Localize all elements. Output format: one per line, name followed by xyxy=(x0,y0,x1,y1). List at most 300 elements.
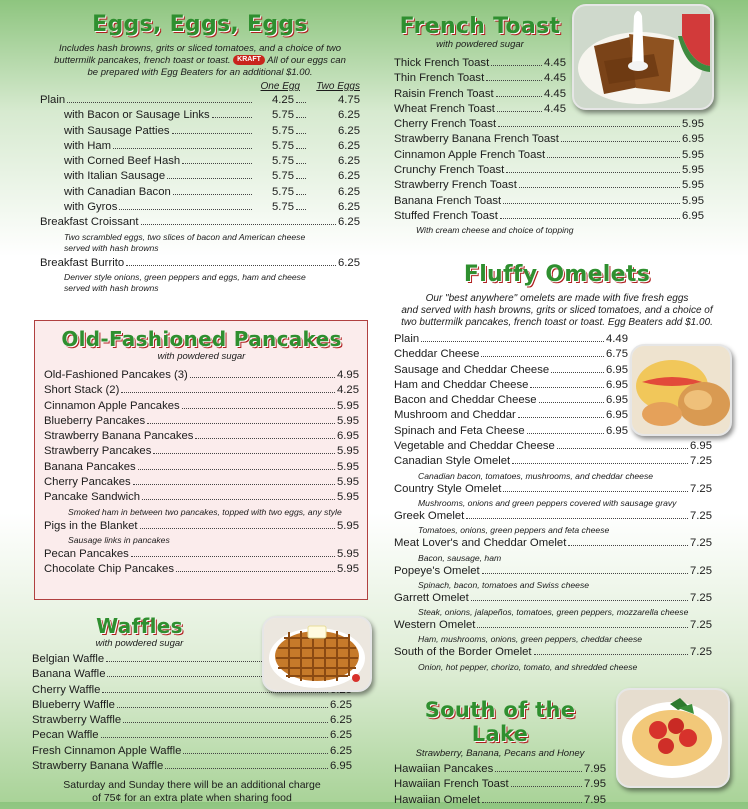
leader-dots xyxy=(506,172,680,173)
one-egg-price: 5.75 xyxy=(272,139,294,152)
item-name: Western Omelet xyxy=(394,619,476,632)
menu-item-row xyxy=(394,103,566,118)
item-price: 6.25 xyxy=(330,698,352,711)
eggs-intro xyxy=(40,43,360,79)
item-name: Mushroom and Cheddar xyxy=(394,409,516,422)
item-name: Chocolate Chip Pancakes xyxy=(44,563,174,576)
menu-item-row xyxy=(44,400,359,415)
menu-item-row xyxy=(394,455,712,470)
menu-item-row xyxy=(44,461,359,476)
item-price: 6.95 xyxy=(682,209,704,222)
one-egg-price: 5.75 xyxy=(272,124,294,137)
item-price: 6.95 xyxy=(606,424,628,437)
leader-dots xyxy=(147,423,335,424)
menu-item-row xyxy=(394,118,704,133)
item-name: Strawberry Banana Pancakes xyxy=(44,430,194,443)
leader-dots xyxy=(477,627,688,628)
menu-item-row xyxy=(394,537,712,552)
item-price: 5.95 xyxy=(682,179,704,192)
item-price: 5.95 xyxy=(682,148,704,161)
leader-dots xyxy=(497,111,542,112)
menu-item-row xyxy=(394,348,628,363)
item-price: 6.25 xyxy=(330,714,352,727)
eggs-list xyxy=(40,94,360,216)
menu-item-row xyxy=(394,164,704,179)
one-egg-price: 4.25 xyxy=(272,94,294,106)
menu-item-row xyxy=(394,619,712,634)
menu-item-row xyxy=(394,179,704,194)
item-price: 5.95 xyxy=(337,445,359,458)
item-name: Short Stack (2) xyxy=(44,384,120,397)
leader-dots xyxy=(172,133,252,134)
leader-dots xyxy=(557,448,688,449)
two-egg-price: 4.75 xyxy=(338,94,360,106)
omelet-photo xyxy=(630,344,732,436)
item-name: Garrett Omelet xyxy=(394,591,469,604)
leader-dots xyxy=(113,148,252,149)
menu-item-row xyxy=(394,425,628,440)
item-name: Hawaiian French Toast xyxy=(394,778,509,791)
leader-dots xyxy=(491,65,542,66)
leader-dots xyxy=(512,463,688,464)
leader-dots xyxy=(296,117,306,118)
omelet-item xyxy=(394,537,712,563)
item-name: Ham and Cheddar Cheese xyxy=(394,378,529,391)
leader-dots xyxy=(190,377,335,378)
leader-dots xyxy=(167,178,252,179)
item-price: 4.95 xyxy=(337,369,359,381)
egg-item-row xyxy=(40,140,360,155)
menu-item-row xyxy=(44,430,359,445)
item-price: 7.95 xyxy=(584,793,606,806)
leader-dots xyxy=(212,117,252,118)
omelet-desc: Bacon, sausage, ham xyxy=(418,552,502,563)
leader-dots xyxy=(182,163,252,164)
burrito-desc xyxy=(40,272,360,294)
menu-item-row xyxy=(394,364,628,379)
item-name: with Ham xyxy=(64,139,112,152)
leader-dots xyxy=(527,433,604,434)
two-egg-price: 6.25 xyxy=(338,139,360,152)
item-price: 5.95 xyxy=(337,547,359,560)
item-name: Plain xyxy=(394,333,420,345)
item-name: Plain xyxy=(40,94,66,106)
item-name: Belgian Waffle xyxy=(32,653,105,665)
kraft-logo: KRAFT xyxy=(233,55,265,65)
item-name: Fresh Cinnamon Apple Waffle xyxy=(32,744,182,757)
leader-dots xyxy=(173,194,252,195)
item-name: Meat Lover's and Cheddar Omelet xyxy=(394,537,567,550)
one-egg-price: 5.75 xyxy=(272,185,294,198)
item-price: 4.45 xyxy=(544,57,566,69)
item-price: 7.25 xyxy=(690,564,712,577)
omelet-item xyxy=(394,565,712,591)
sandwich-desc: Smoked ham in between two pancakes, topped with two eggs, any style xyxy=(68,506,342,517)
eggs-title: Eggs, Eggs, Eggs xyxy=(92,12,308,37)
omelet-desc: Tomatoes, onions, green peppers and feta cheese xyxy=(418,525,610,536)
one-egg-price: 5.75 xyxy=(272,109,294,122)
egg-item-row xyxy=(40,109,360,124)
item-name: with Corned Beef Hash xyxy=(64,155,181,168)
omelets-intro xyxy=(394,293,720,329)
item-price: 7.25 xyxy=(690,509,712,522)
croissant-desc-line1: Two scrambled eggs, two slices of bacon and American cheese xyxy=(64,231,306,242)
south-lake-photo xyxy=(616,688,730,788)
pancakes-box xyxy=(34,320,368,600)
item-price: 5.95 xyxy=(337,563,359,576)
menu-item-row xyxy=(394,133,704,148)
item-price: 7.25 xyxy=(690,455,712,468)
item-price: 5.95 xyxy=(337,414,359,427)
menu-item-row xyxy=(394,72,566,87)
egg-item-row xyxy=(40,125,360,140)
menu-item-row xyxy=(394,57,566,72)
omelet-desc: Steak, onions, jalapeños, tomatoes, green peppers, mozzarella cheese xyxy=(418,607,689,618)
leader-dots xyxy=(296,178,306,179)
burrito-desc-line1: Denver style onions, green peppers and eggs, ham and cheese xyxy=(64,271,306,282)
item-name: Strawberry French Toast xyxy=(394,179,517,192)
omelets-intro-line2: and served with hash browns, grits or sliced tomatoes, and a choice of xyxy=(401,305,713,316)
leader-dots xyxy=(481,356,604,357)
item-price: 5.95 xyxy=(337,519,359,532)
leader-dots xyxy=(500,218,680,219)
south-lake-image xyxy=(618,690,728,786)
french-toast-title: French Toast xyxy=(399,14,561,39)
item-name: with Canadian Bacon xyxy=(64,185,171,198)
menu-item-row xyxy=(394,510,712,525)
two-egg-price: 6.25 xyxy=(338,170,360,183)
omelet-desc: Ham, mushrooms, onions, green peppers, cheddar cheese xyxy=(418,634,643,645)
item-price: 7.95 xyxy=(584,763,606,775)
leader-dots xyxy=(496,96,542,97)
menu-item-row xyxy=(394,333,628,348)
item-price: 4.49 xyxy=(606,333,628,345)
item-name: Strawberry Banana Waffle xyxy=(32,760,164,773)
omelets-title: Fluffy Omelets xyxy=(463,262,651,287)
menu-item-row xyxy=(44,491,359,506)
leader-dots xyxy=(568,545,688,546)
leader-dots xyxy=(153,453,335,454)
croissant-item xyxy=(40,216,360,253)
eggs-column-headers xyxy=(40,81,360,94)
item-price: 5.95 xyxy=(337,399,359,412)
item-price: 7.25 xyxy=(690,482,712,495)
two-egg-price: 6.25 xyxy=(338,201,360,214)
south-lake-subtitle: Strawberry, Banana, Pecans and Honey xyxy=(415,748,585,759)
two-egg-price: 6.25 xyxy=(338,109,360,122)
leader-dots xyxy=(530,387,604,388)
leader-dots xyxy=(101,737,328,738)
eggs-intro-line3: be prepared with Egg Beaters for an additional $1.00. xyxy=(87,67,313,78)
waffles-footer-line1: Saturday and Sunday there will be an additional charge xyxy=(63,779,321,792)
item-name: Thin French Toast xyxy=(394,72,485,85)
menu-item-row xyxy=(44,369,359,384)
menu-item-row xyxy=(32,699,352,714)
item-name: Cherry Waffle xyxy=(32,683,101,696)
two-egg-price: 6.25 xyxy=(338,124,360,137)
item-price: 7.25 xyxy=(690,591,712,604)
menu-item-row xyxy=(44,548,359,563)
omelets-short-list xyxy=(394,333,628,440)
item-name: Spinach and Feta Cheese xyxy=(394,424,525,437)
omelet-item xyxy=(394,440,712,455)
item-name: Strawberry Pancakes xyxy=(44,445,152,458)
leader-dots xyxy=(503,491,688,492)
two-egg-price: 6.25 xyxy=(338,185,360,198)
item-price: 5.95 xyxy=(337,491,359,504)
menu-item-row xyxy=(44,563,359,578)
menu-item-row xyxy=(394,394,628,409)
item-price: 6.95 xyxy=(337,430,359,443)
eggs-intro-line1: Includes hash browns, grits or sliced tomatoes, and a choice of two xyxy=(59,43,341,54)
omelet-desc: Onion, hot pepper, chorizo, tomato, and shredded cheese xyxy=(418,661,638,672)
menu-item-row xyxy=(394,646,712,661)
item-price: 6.75 xyxy=(606,348,628,361)
one-egg-price: 5.75 xyxy=(272,201,294,214)
leader-dots xyxy=(498,126,680,127)
menu-item-row xyxy=(394,195,704,210)
leader-dots xyxy=(296,102,306,103)
item-price: 7.25 xyxy=(690,537,712,550)
leader-dots xyxy=(495,771,582,772)
item-name: Pecan Pancakes xyxy=(44,547,129,560)
item-price: 6.95 xyxy=(606,363,628,376)
omelets-long-list xyxy=(394,440,712,673)
item-price: 6.95 xyxy=(330,760,352,773)
item-price: 6.95 xyxy=(682,133,704,146)
item-name: Vegetable and Cheddar Cheese xyxy=(394,440,555,453)
item-name: Greek Omelet xyxy=(394,509,465,522)
item-name: Strawberry Banana French Toast xyxy=(394,133,559,146)
burrito-desc-line2: served with hash browns xyxy=(64,282,159,293)
leader-dots xyxy=(471,600,688,601)
item-price: 5.95 xyxy=(337,476,359,489)
leader-dots xyxy=(165,768,328,769)
leader-dots xyxy=(482,573,688,574)
leader-dots xyxy=(534,654,688,655)
omelet-item xyxy=(394,592,712,618)
item-name: Old-Fashioned Pancakes (3) xyxy=(44,369,188,381)
item-name: Sausage and Cheddar Cheese xyxy=(394,363,550,376)
leader-dots xyxy=(518,417,604,418)
item-price: 6.25 xyxy=(338,216,360,229)
leader-dots xyxy=(183,753,328,754)
item-price: 6.25 xyxy=(330,729,352,742)
item-name: Banana Pancakes xyxy=(44,460,136,473)
leader-dots xyxy=(176,571,335,572)
omelets-intro-line1: Our "best anywhere" omelets are made with five fresh eggs xyxy=(425,293,689,304)
leader-dots xyxy=(296,148,306,149)
item-name: with Bacon or Sausage Links xyxy=(64,109,210,122)
pancakes-title: Old-Fashioned Pancakes xyxy=(61,327,342,351)
menu-item-row xyxy=(394,379,628,394)
leader-dots xyxy=(133,484,335,485)
menu-item-row xyxy=(394,149,704,164)
item-name: Pigs in the Blanket xyxy=(44,519,138,532)
item-name: Bacon and Cheddar Cheese xyxy=(394,394,537,407)
omelet-desc: Spinach, bacon, tomatoes and Swiss cheese xyxy=(418,579,590,590)
eggs-intro-line2a: buttermilk pancakes, french toast or toast. xyxy=(54,55,231,66)
menu-item-row xyxy=(394,794,606,809)
menu-item-row xyxy=(32,729,352,744)
omelet-item xyxy=(394,510,712,536)
omelet-image xyxy=(632,346,730,434)
eggs-intro-line2b: All of our eggs can xyxy=(267,55,346,66)
item-price: 7.25 xyxy=(690,646,712,659)
leader-dots xyxy=(296,163,306,164)
leader-dots xyxy=(182,408,335,409)
item-price: 4.45 xyxy=(544,102,566,115)
leader-dots xyxy=(561,141,680,142)
item-price: 6.95 xyxy=(690,440,712,453)
burrito-item xyxy=(40,257,360,294)
menu-item-row xyxy=(44,415,359,430)
leader-dots xyxy=(296,209,306,210)
item-name: Pancake Sandwich xyxy=(44,491,141,504)
leader-dots xyxy=(119,209,252,210)
leader-dots xyxy=(486,80,542,81)
item-price: 4.25 xyxy=(337,384,359,397)
egg-item-row xyxy=(40,170,360,185)
item-price: 6.25 xyxy=(338,256,360,269)
item-name: Breakfast Burrito xyxy=(40,256,125,269)
item-name: Popeye's Omelet xyxy=(394,564,480,577)
waffle-photo xyxy=(262,616,372,692)
menu-item-row xyxy=(32,760,352,775)
menu-item-row xyxy=(394,483,712,498)
item-name: Blueberry Pancakes xyxy=(44,414,146,427)
waffles-subtitle: with powdered sugar xyxy=(95,638,184,649)
menu-item-row xyxy=(44,476,359,491)
leader-dots xyxy=(131,556,335,557)
item-name: Cinnamon Apple French Toast xyxy=(394,148,546,161)
item-name: Cinnamon Apple Pancakes xyxy=(44,399,180,412)
item-name: Banana Waffle xyxy=(32,668,106,681)
item-price: 4.45 xyxy=(544,72,566,85)
menu-item-row xyxy=(394,210,704,225)
croissant-desc-line2: served with hash browns xyxy=(64,242,159,253)
pancakes-list-tail xyxy=(44,548,359,579)
item-name: Banana French Toast xyxy=(394,194,502,207)
item-name: with Sausage Patties xyxy=(64,124,170,137)
pancakes-subtitle: with powdered sugar xyxy=(157,351,246,362)
waffles-footer xyxy=(32,779,352,805)
item-price: 7.95 xyxy=(584,778,606,791)
two-egg-price: 6.25 xyxy=(338,155,360,168)
item-price: 5.95 xyxy=(682,118,704,131)
stuffed-desc: With cream cheese and choice of topping xyxy=(416,225,574,236)
leader-dots xyxy=(121,392,335,393)
south-lake-title: South of the Lake xyxy=(424,698,576,746)
croissant-desc xyxy=(40,232,360,254)
leader-dots xyxy=(195,438,335,439)
menu-item-row xyxy=(394,440,712,455)
leader-dots xyxy=(503,203,680,204)
leader-dots xyxy=(421,341,604,342)
item-price: 6.95 xyxy=(606,409,628,422)
leader-dots xyxy=(67,102,252,103)
leader-dots xyxy=(547,157,680,158)
menu-item-row xyxy=(32,714,352,729)
item-price: 4.45 xyxy=(544,87,566,100)
omelet-desc: Mushrooms, onions and green peppers covered with sausage gravy xyxy=(418,497,677,508)
omelet-item xyxy=(394,619,712,645)
omelets-intro-line3: two buttermilk pancakes, french toast or toast. Egg Beaters add $1.00. xyxy=(401,317,713,328)
waffles-footer-line2: of 75¢ for an extra plate when sharing food xyxy=(92,792,292,805)
item-name: Thick French Toast xyxy=(394,57,490,69)
leader-dots xyxy=(511,786,582,787)
omelet-desc: Canadian bacon, tomatoes, mushrooms, and cheddar cheese xyxy=(418,470,654,481)
menu-item-row xyxy=(394,565,712,580)
item-name: Hawaiian Pancakes xyxy=(394,763,494,775)
menu-item-row xyxy=(44,445,359,460)
french-toast-photo xyxy=(572,4,714,110)
item-name: Blueberry Waffle xyxy=(32,698,115,711)
leader-dots xyxy=(466,518,688,519)
leader-dots xyxy=(296,133,306,134)
leader-dots xyxy=(123,722,328,723)
menu-item-row xyxy=(394,592,712,607)
item-name: Canadian Style Omelet xyxy=(394,455,511,468)
item-price: 5.95 xyxy=(682,164,704,177)
leader-dots xyxy=(539,402,604,403)
item-name: Pecan Waffle xyxy=(32,729,99,742)
waffles-title: Waffles xyxy=(96,614,183,638)
menu-item-row xyxy=(44,384,359,399)
menu-item-row xyxy=(394,778,606,793)
item-name: Breakfast Croissant xyxy=(40,216,139,229)
french-toast-image xyxy=(574,6,712,108)
egg-item-row xyxy=(40,155,360,170)
item-price: 6.95 xyxy=(606,378,628,391)
item-name: Wheat French Toast xyxy=(394,102,495,115)
menu-item-row xyxy=(394,763,606,778)
leader-dots xyxy=(138,469,335,470)
omelet-item xyxy=(394,646,712,672)
item-name: Hawaiian Omelet xyxy=(394,793,481,806)
item-price: 5.95 xyxy=(682,194,704,207)
omelet-item xyxy=(394,483,712,509)
item-price: 6.95 xyxy=(606,394,628,407)
leader-dots xyxy=(142,499,335,500)
menu-item-row xyxy=(394,409,628,424)
item-name: Stuffed French Toast xyxy=(394,209,498,222)
pancakes-list xyxy=(44,369,359,507)
eggs-intro-line2 xyxy=(40,55,360,67)
leader-dots xyxy=(519,187,680,188)
egg-item-row xyxy=(40,94,360,109)
item-name: South of the Border Omelet xyxy=(394,646,532,659)
item-price: 7.25 xyxy=(690,619,712,632)
south-lake-section xyxy=(394,698,606,809)
item-name: Raisin French Toast xyxy=(394,87,494,100)
item-name: Cherry French Toast xyxy=(394,118,497,131)
egg-item-row xyxy=(40,186,360,201)
leader-dots xyxy=(296,194,306,195)
omelets-section xyxy=(394,262,720,674)
south-lake-list xyxy=(394,763,606,809)
leader-dots xyxy=(551,372,604,373)
item-name: with Italian Sausage xyxy=(64,170,166,183)
item-name: Cherry Pancakes xyxy=(44,476,131,489)
item-name: Crunchy French Toast xyxy=(394,164,505,177)
item-name: Cheddar Cheese xyxy=(394,348,480,361)
one-egg-price: 5.75 xyxy=(272,155,294,168)
one-egg-price: 5.75 xyxy=(272,170,294,183)
item-name: with Gyros xyxy=(64,201,118,214)
egg-item-row xyxy=(40,201,360,216)
item-price: 6.25 xyxy=(330,744,352,757)
